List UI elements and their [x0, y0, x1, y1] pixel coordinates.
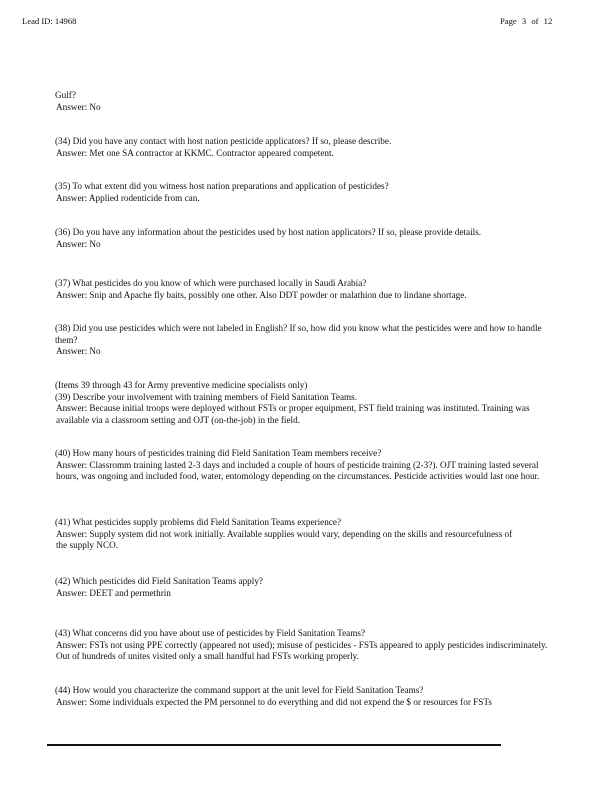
- item-38: [55, 323, 555, 358]
- question: (42) Which pesticides did Field Sanitation Teams apply?: [55, 576, 263, 586]
- answer: Answer: Snip and Apache fly baits, possibly one other. Also DDT powder or malathion due to lindane shortage.: [56, 289, 467, 300]
- answer: Answer: Supply system did not work initially. Available supplies would vary, depending on the skills and resourcefulness of the supply NCO.: [56, 528, 513, 551]
- page-total: 12: [543, 16, 553, 26]
- page-number: [500, 16, 555, 28]
- answer: Answer: DEET and permethrin: [56, 587, 171, 598]
- question: (39) Describe your involvement with training members of Field Sanitation Teams.: [55, 391, 358, 402]
- answer: Answer: Classromm training lasted 2-3 days and included a couple of hours of pesticide training (2-3?). OJT training lasted several hours, was ongoing and included food, water, entomology depending on the circumstances. Pesticide activities would last one hour.: [56, 459, 540, 482]
- item-40: [55, 448, 555, 483]
- answer: Answer: No: [56, 346, 101, 357]
- lead-id: Lead ID: 14968: [22, 16, 77, 26]
- page-label: Page: [500, 16, 517, 26]
- question: (35) To what extent did you witness host nation preparations and application of pesticides?: [55, 181, 389, 191]
- answer: Answer: FSTs not using PPE correctly (appeared not used); misuse of pesticides - FSTs appeared to apply pesticides indiscriminately. Out of hundreds of unites visited only a small handful had FSTs working properly.: [56, 639, 548, 662]
- item-42: [55, 576, 595, 599]
- section-note: (Items 39 through 43 for Army preventive medicine specialists only): [55, 380, 308, 390]
- question: (36) Do you have any information about the pesticides used by host nation applicators? If so, please provide details.: [55, 227, 482, 237]
- continuation-block: [55, 90, 595, 113]
- page-current: 3: [521, 16, 527, 26]
- item-36: [55, 227, 595, 250]
- answer: Answer: No: [56, 238, 101, 249]
- question: (37) What pesticides do you know of which were purchased locally in Saudi Arabia?: [55, 278, 367, 288]
- question: (34) Did you have any contact with host nation pesticide applicators? If so, please describe.: [55, 136, 392, 146]
- item-43: [55, 628, 555, 663]
- page-of: of: [531, 16, 539, 26]
- item-44: [55, 685, 611, 708]
- footer-divider: [47, 744, 501, 746]
- item-34: [55, 136, 595, 159]
- question: (40) How many hours of pesticides training did Field Sanitation Team members receive?: [55, 448, 382, 458]
- question: (43) What concerns did you have about use of pesticides by Field Sanitation Teams?: [55, 628, 366, 638]
- answer: Answer: Some individuals expected the PM personnel to do everything and did not expend the $ or resources for FSTs: [56, 696, 492, 707]
- question: (38) Did you use pesticides which were not labeled in English? If so, how did you know what the pesticides were and how to handle them?: [55, 323, 542, 345]
- item-39: [55, 380, 555, 426]
- question-tail: Gulf?: [55, 90, 76, 100]
- item-37: [55, 278, 595, 301]
- answer: Answer: Met one SA contractor at KKMC. Contractor appeared competent.: [56, 147, 334, 158]
- answer: Answer: Because initial troops were deployed without FSTs or proper equipment, FST field training was instituted. Training was available via a classroom setting and OJT (on-the-job) in the field.: [56, 403, 530, 425]
- item-41: [55, 517, 515, 552]
- item-35: [55, 181, 595, 204]
- answer: Answer: No: [56, 101, 101, 112]
- question: (44) How would you characterize the command support at the unit level for Field Sanitation Teams?: [55, 685, 424, 695]
- question: (41) What pesticides supply problems did Field Sanitation Teams experience?: [55, 517, 342, 527]
- answer: Answer: Applied rodenticide from can.: [56, 192, 200, 203]
